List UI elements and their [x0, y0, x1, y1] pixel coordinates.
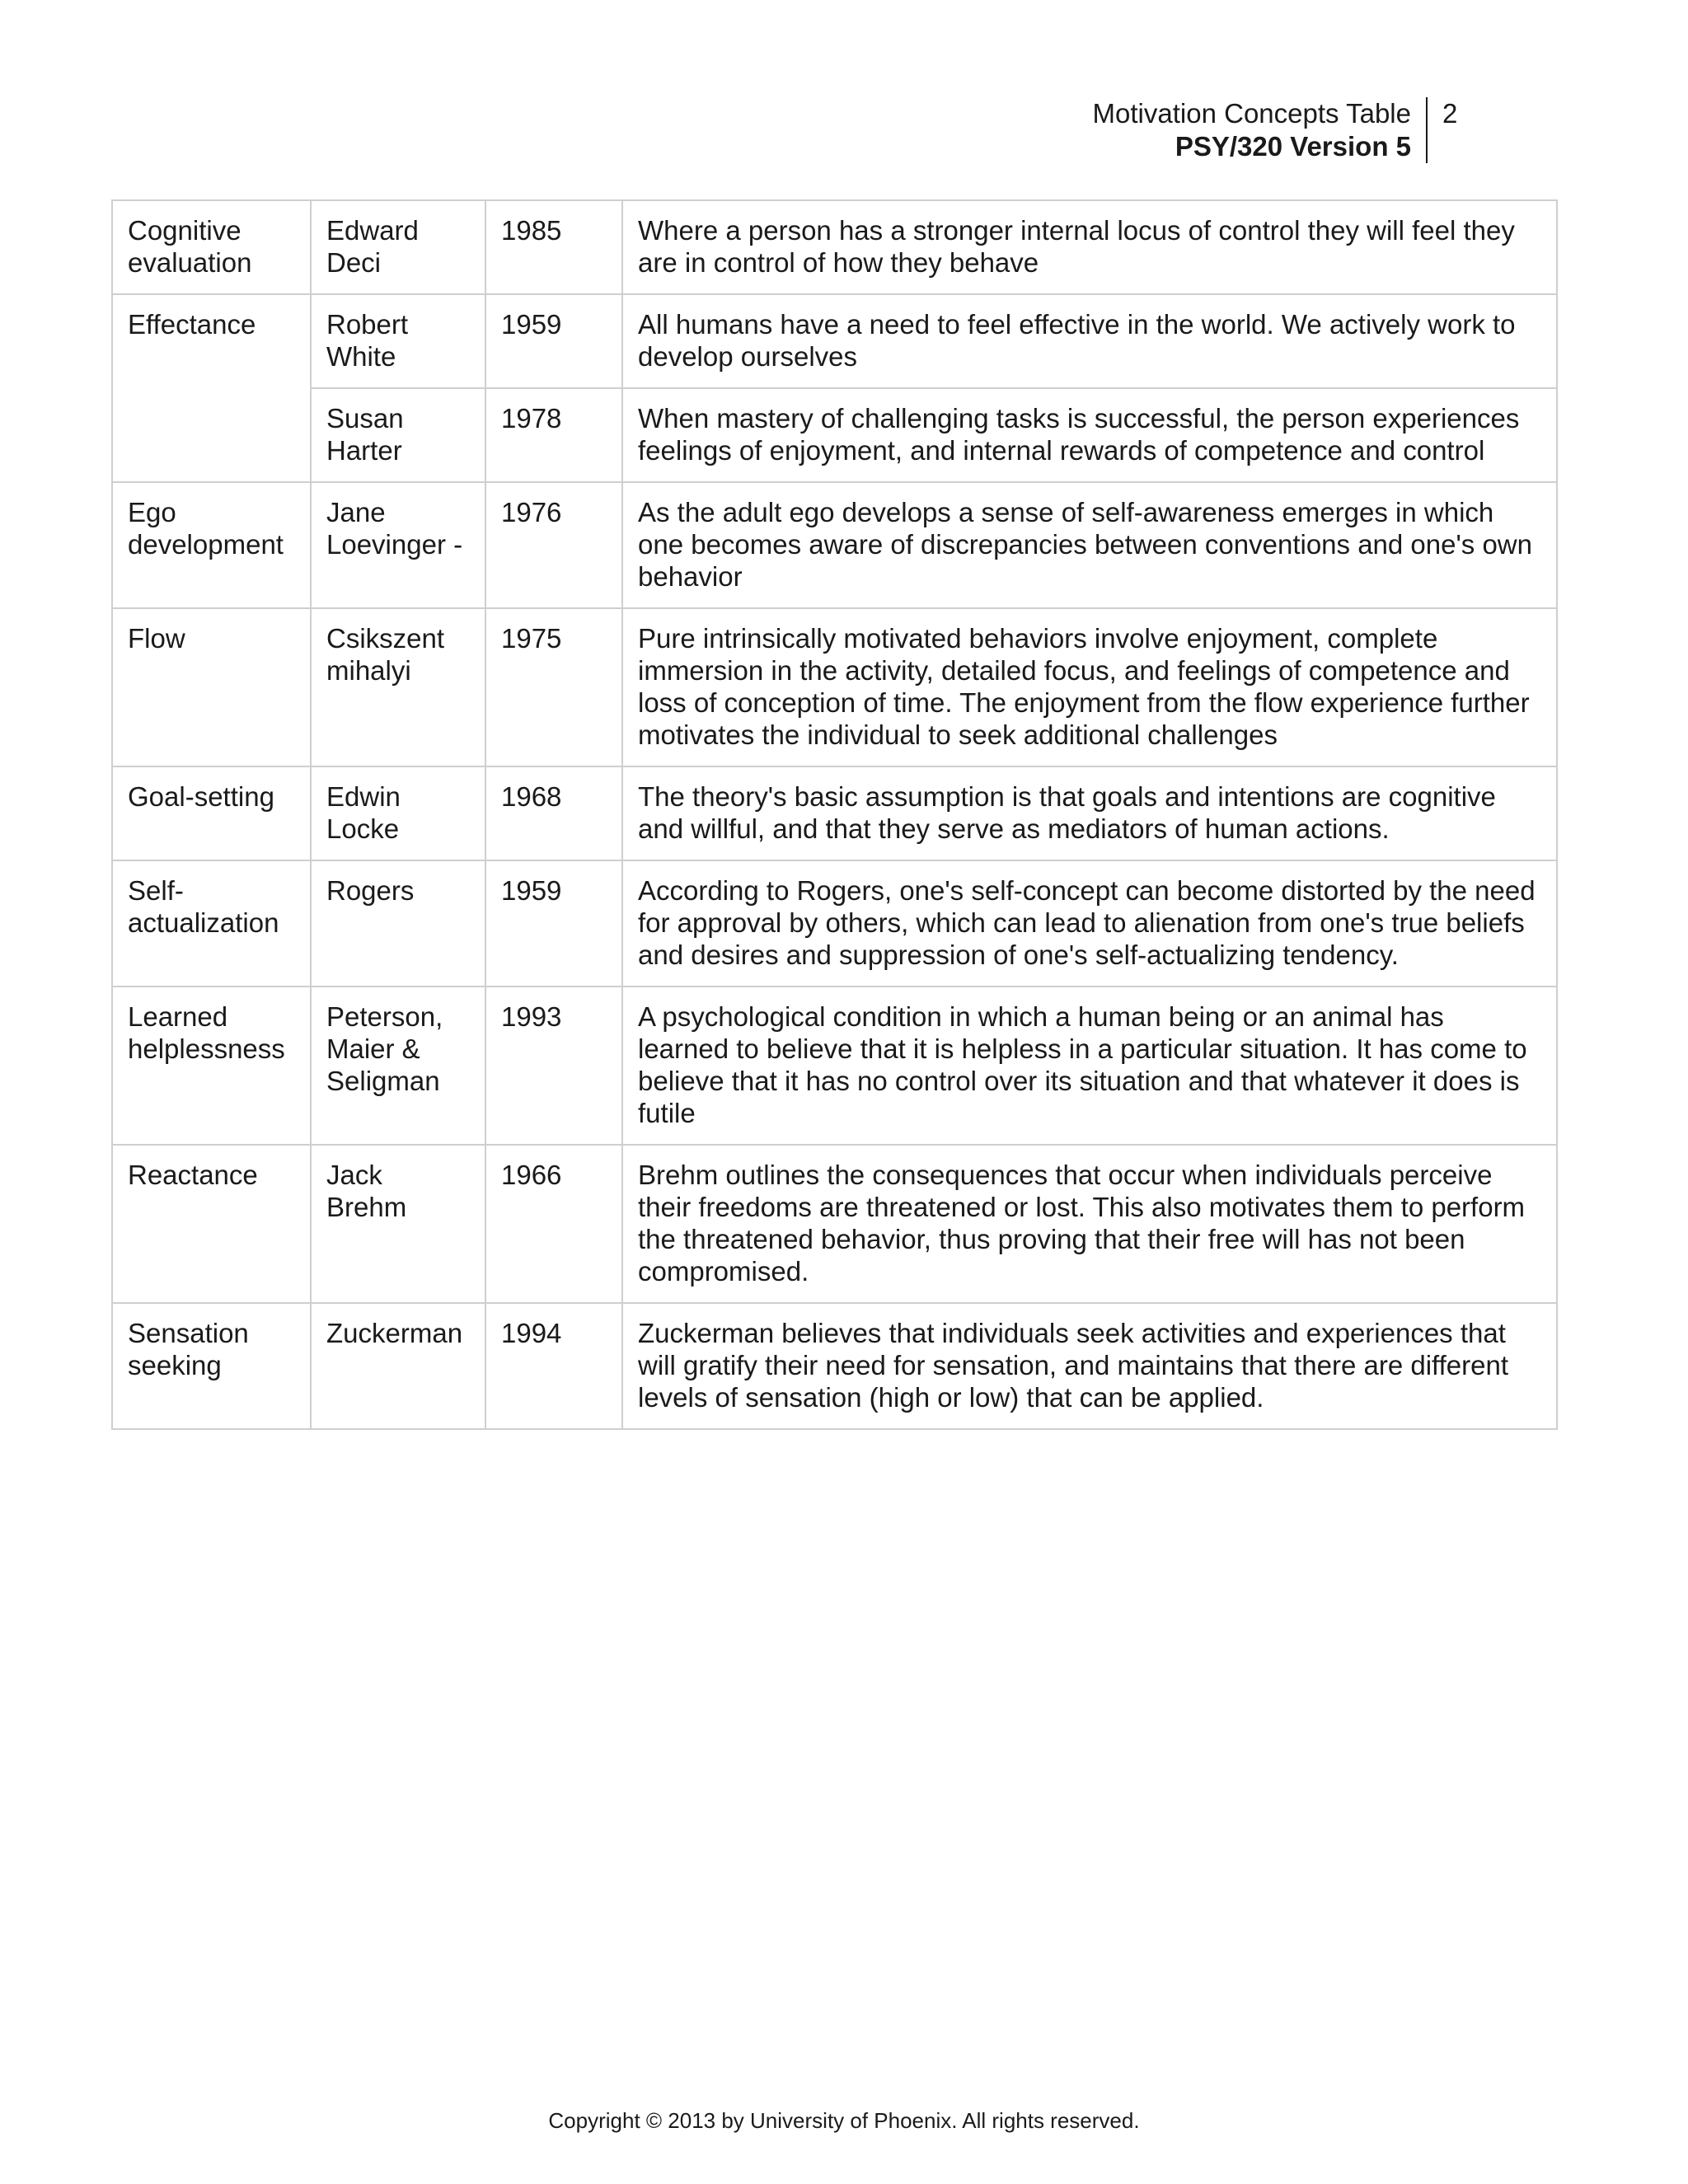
theorist-cell: Robert White	[311, 294, 485, 388]
table-row	[112, 766, 1557, 860]
year-cell: 1993	[485, 987, 622, 1145]
year-cell: 1994	[485, 1303, 622, 1429]
concept-cell: Flow	[112, 608, 311, 766]
page-header	[1071, 97, 1484, 163]
year-cell: 1959	[485, 860, 622, 987]
table-row	[112, 388, 1557, 482]
concept-cell: Learned helplessness	[112, 987, 311, 1145]
year-cell: 1959	[485, 294, 622, 388]
table-row	[112, 482, 1557, 608]
theorist-cell: Jane Loevinger -	[311, 482, 485, 608]
table-row	[112, 987, 1557, 1145]
year-cell: 1968	[485, 766, 622, 860]
concept-cell: Goal-setting	[112, 766, 311, 860]
theorist-cell: Csikszent mihalyi	[311, 608, 485, 766]
theorist-cell: Peterson, Maier & Seligman	[311, 987, 485, 1145]
description-cell: Brehm outlines the consequences that occur when individuals perceive their freedoms are threatened or lost. This also motivates them to perform the threatened behavior, thus proving that their free will has not been compromised.	[622, 1145, 1557, 1303]
table-row	[112, 608, 1557, 766]
description-cell: A psychological condition in which a human being or an animal has learned to believe that it is helpless in a particular situation. It has come to believe that it has no control over its situation and that whatever it does is futile	[622, 987, 1557, 1145]
theorist-cell: Susan Harter	[311, 388, 485, 482]
year-cell: 1975	[485, 608, 622, 766]
table-row	[112, 1303, 1557, 1429]
motivation-concepts-table	[111, 199, 1558, 1430]
header-text	[1093, 97, 1428, 163]
description-cell: Zuckerman believes that individuals seek activities and experiences that will gratify their need for sensation, and maintains that there are different levels of sensation (high or low) that can be applied.	[622, 1303, 1557, 1429]
theorist-cell: Jack Brehm	[311, 1145, 485, 1303]
page-number: 2	[1442, 98, 1458, 129]
concept-cell: Self-actualization	[112, 860, 311, 987]
theorist-cell: Rogers	[311, 860, 485, 987]
description-cell: Where a person has a stronger internal locus of control they will feel they are in control of how they behave	[622, 200, 1557, 294]
description-cell: All humans have a need to feel effective in the world. We actively work to develop ourselves	[622, 294, 1557, 388]
year-cell: 1976	[485, 482, 622, 608]
year-cell: 1966	[485, 1145, 622, 1303]
year-cell: 1978	[485, 388, 622, 482]
table-row	[112, 1145, 1557, 1303]
course-version: PSY/320 Version 5	[1175, 131, 1411, 162]
concept-cell: Sensation seeking	[112, 1303, 311, 1429]
description-cell: When mastery of challenging tasks is successful, the person experiences feelings of enjoyment, and internal rewards of competence and control	[622, 388, 1557, 482]
year-cell: 1985	[485, 200, 622, 294]
concept-cell: Effectance	[112, 294, 311, 482]
copyright-footer: Copyright © 2013 by University of Phoenix. All rights reserved.	[548, 2108, 1140, 2133]
concept-cell: Cognitive evaluation	[112, 200, 311, 294]
description-cell: Pure intrinsically motivated behaviors involve enjoyment, complete immersion in the activity, detailed focus, and feelings of competence and loss of conception of time. The enjoyment from the flow experience further motivates the individual to seek additional challenges	[622, 608, 1557, 766]
table-row	[112, 860, 1557, 987]
theorist-cell: Edwin Locke	[311, 766, 485, 860]
theorist-cell: Edward Deci	[311, 200, 485, 294]
description-cell: According to Rogers, one's self-concept can become distorted by the need for approval by others, which can lead to alienation from one's true beliefs and desires and suppression of one's self-actualizing tendency.	[622, 860, 1557, 987]
document-title: Motivation Concepts Table	[1092, 98, 1411, 129]
description-cell: The theory's basic assumption is that goals and intentions are cognitive and willful, and that they serve as mediators of human actions.	[622, 766, 1557, 860]
concept-cell: Reactance	[112, 1145, 311, 1303]
concept-cell: Ego development	[112, 482, 311, 608]
description-cell: As the adult ego develops a sense of self-awareness emerges in which one becomes aware of discrepancies between conventions and one's own behavior	[622, 482, 1557, 608]
table-row	[112, 294, 1557, 388]
table-row	[112, 200, 1557, 294]
theorist-cell: Zuckerman	[311, 1303, 485, 1429]
